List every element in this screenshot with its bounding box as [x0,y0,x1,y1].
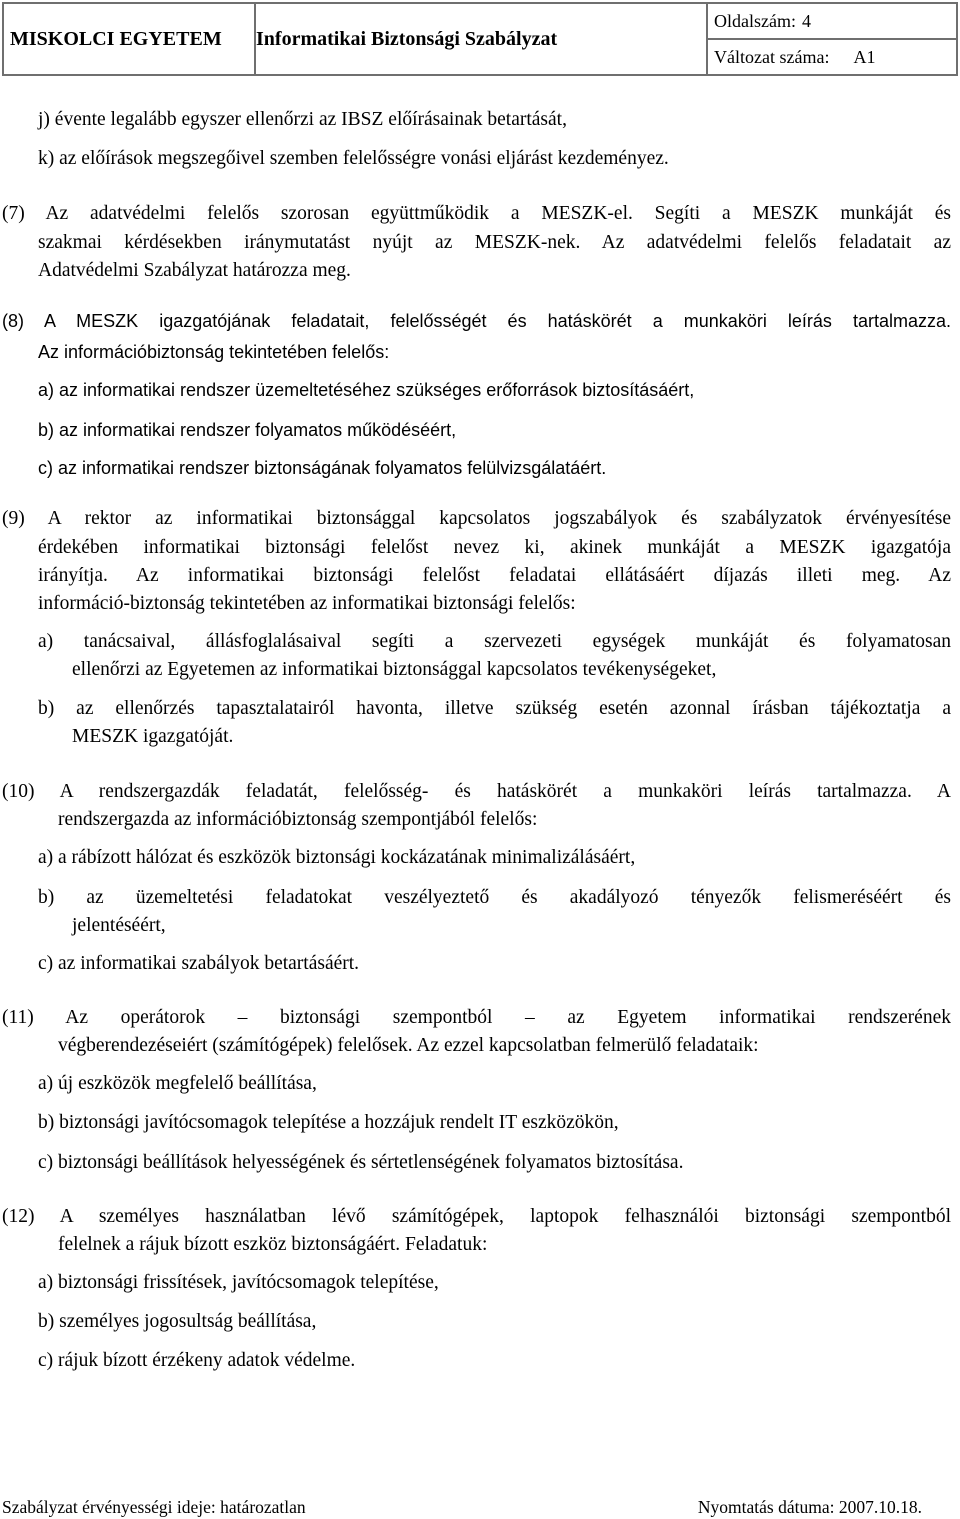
text-line: felelnek a rájuk bízott eszköz biztonságáért. Feladatuk: [58,1234,488,1255]
text-line: MESZK igazgatóját. [72,726,234,747]
text-line: a) új eszközök megfelelő beállítása, [38,1073,317,1094]
text-line: rendszergazda az információbiztonság szempontjából felelős: [58,809,538,830]
text-line: irányítja. Az informatikai biztonsági felelőst feladatai ellátásáért díjazás illeti meg. Az [38,565,951,586]
footer-validity: Szabályzat érvényességi ideje: határozatlan [2,1497,306,1517]
page-number-row [708,4,956,38]
text-line: (10) A rendszergazdák feladatát, felelősség- és hatáskörét a munkaköri leírás tartalmazza. A [2,781,951,802]
page-number: 4 [801,10,811,31]
text-line: j) évente legalább egyszer ellenőrzi az IBSZ előírásainak betartását, [38,109,567,130]
text-line: (9) A rektor az informatikai biztonsággal kapcsolatos jogszabályok és szabályzatok érvényesítése [2,508,951,529]
text-line: (8) A MESZK igazgatójának feladatait, felelősségét és hatáskörét a munkaköri leírás tartalmazza. [2,311,951,331]
text-line: k) az előírások megszegőivel szemben felelősségre vonási eljárást kezdeményez. [38,148,669,169]
page-header [2,2,958,76]
text-line: Az információbiztonság tekintetében felelős: [38,342,390,362]
document-title [256,4,708,74]
header-meta [708,4,956,74]
version-label: Változat száma: [714,46,830,67]
text-line: (11) Az operátorok – biztonsági szempontból – az Egyetem informatikai rendszerének [2,1007,951,1028]
footer-print-date: Nyomtatás dátuma: 2007.10.18. [697,1497,922,1517]
text-line: c) biztonsági beállítások helyességének és sértetlenségének folyamatos biztosítása. [38,1152,684,1173]
text-line: b) az ellenőrzés tapasztalatairól havonta, illetve szükség esetén azonnal írásban tájékoztatja a [38,698,951,719]
text-line: b) az informatikai rendszer folyamatos működéséért, [38,420,457,440]
text-line: (7) Az adatvédelmi felelős szorosan együttműködik a MESZK-el. Segíti a MESZK munkáját és [2,203,951,224]
text-line: ellenőrzi az Egyetemen az informatikai biztonsággal kapcsolatos tevékenységeket, [72,659,717,680]
text-line: végberendezéseiért (számítógépek) felelősek. Az ezzel kapcsolatban felmerülő feladataik: [58,1035,759,1056]
text-line: c) az informatikai rendszer biztonságának folyamatos felülvizsgálatáért. [38,458,607,478]
text-line: a) a rábízott hálózat és eszközök biztonsági kockázatának minimalizálásáért, [38,847,636,868]
text-line: a) tanácsaival, állásfoglalásaival segíti a szervezeti egységek munkáját és folyamatosan [38,631,951,652]
page-number-label: Oldalszám: [714,10,796,31]
university-name: MISKOLCI EGYETEM [4,4,256,74]
version-number: A1 [853,46,876,67]
text-line: érdekében informatikai biztonsági felelőst nevez ki, akinek munkáját a MESZK igazgatója [38,537,951,558]
text-line: b) biztonsági javítócsomagok telepítése a hozzájuk rendelt IT eszközökön, [38,1112,619,1133]
text-line: jelentéséért, [72,915,166,936]
text-line: c) az informatikai szabályok betartásáért. [38,953,360,974]
text-line: szakmai kérdésekben iránymutatást nyújt az MESZK-nek. Az adatvédelmi felelős feladatait az [38,232,951,253]
document-title-text: Informatikai Biztonsági Szabályzat [256,27,558,50]
text-line: c) rájuk bízott érzékeny adatok védelme. [38,1350,356,1371]
text-line: b) az üzemeltetési feladatokat veszélyeztető és akadályozó tényezők felismeréséért és [38,887,951,908]
text-line: Adatvédelmi Szabályzat határozza meg. [38,260,351,281]
version-row [708,38,956,74]
text-line: a) az informatikai rendszer üzemeltetéséhez szükséges erőforrások biztosításáért, [38,380,695,400]
text-line: (12) A személyes használatban lévő számítógépek, laptopok felhasználói biztonsági szempontból [2,1206,951,1227]
text-line: b) személyes jogosultság beállítása, [38,1311,317,1332]
text-line: információ-biztonság tekintetében az informatikai biztonsági felelős: [38,593,576,614]
text-line: a) biztonsági frissítések, javítócsomagok telepítése, [38,1272,439,1293]
